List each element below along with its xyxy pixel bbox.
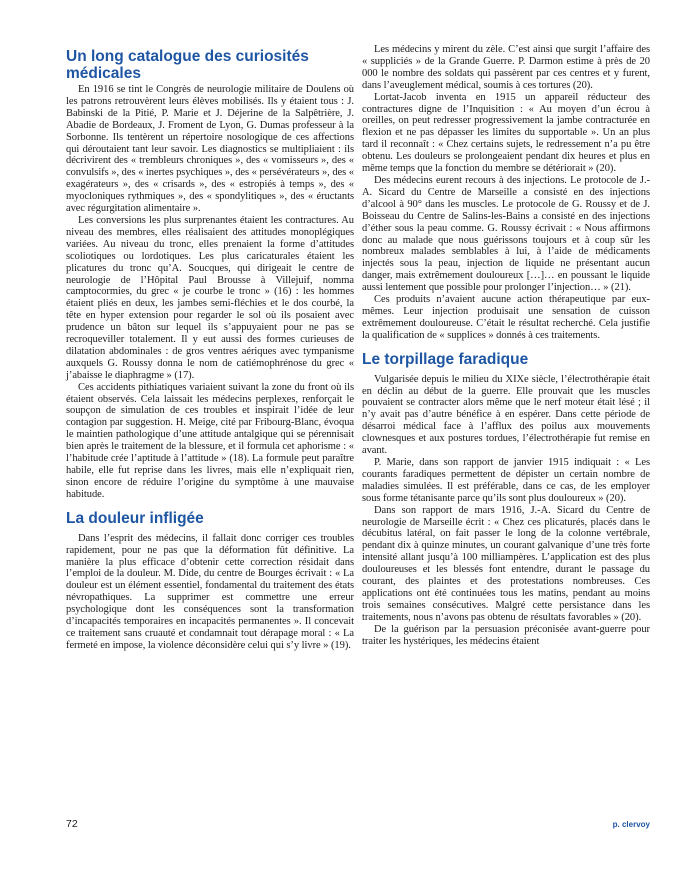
left-column bbox=[66, 44, 354, 652]
paragraph: Lortat-Jacob inventa en 1915 un appareil réducteur des contractures digne de l’Inquisition : « Au moyen d’un écrou à oreilles, on peut redresser progressivement la jambe contracturée en flexion et ne pas dépasser les limites du supportable ». Un an plus tard il reconnaît : « Chez certains sujets, le redressement n’a pu être obtenu. Les douleurs se prolongeaient pendant dix heures et plus en même temps que la fonction du membre se détériorait » (20). bbox=[362, 91, 650, 175]
right-column bbox=[362, 44, 650, 648]
paragraph: Dans son rapport de mars 1916, J.-A. Sicard du Centre de neurologie de Marseille écrit : « Chez ces plicaturés, placés dans le décubitus latéral, on fait passer le long de la colonne vertébrale, pendant dix à quinze minutes, un courant galvanique d’une très forte intensité allant jusqu’à 100 milliampères. L’application est des plus douloureuses et les blessés font entendre, durant le passage du courant, des plaintes et des protestations nombreuses. Ces applications ont été continuées tous les matins, pendant au moins trois semaines consécutives. Malgré cette persistance dans les traitements, nous n’avons pas obtenu de résultats favorables » (20). bbox=[362, 504, 650, 623]
section-heading-torpillage: Le torpillage faradique bbox=[362, 350, 529, 368]
section-heading-catalogue: Un long catalogue des curiosités médicales bbox=[66, 48, 309, 82]
paragraph: De la guérison par la persuasion préconisée avant-guerre pour traiter les hystériques, les médecins étaient bbox=[362, 623, 650, 647]
paragraph: Dans l’esprit des médecins, il fallait donc corriger ces troubles rapidement, pour ne pas que la déformation fût définitive. La manière la plus efficace d’obtenir cette correction résidait dans l’emploi de la douleur. M. Dide, du centre de Bourges écrivait : « La douleur est un élément essentiel, fondamental du traitement des états névropathiques. La supprimer est commettre une erreur psychologique dont les conséquences sont la transformation d’incapacités temporaires en incapacités permanentes ». Il concevait ce traitement sans cruauté et condamnait tout dérapage moral : « La fermeté en impose, la violence déconsidère celui qui s’y livre » (19). bbox=[66, 532, 354, 651]
paragraph: Ces produits n’avaient aucune action thérapeutique par eux-mêmes. Leur injection produisait une sensation de cuisson extrêmement douloureuse. C’était le résultat recherché. Cela justifie la qualification de « supplices » donnés à ces traitements. bbox=[362, 294, 650, 341]
section-heading-douleur: La douleur infligée bbox=[66, 509, 204, 527]
running-author: p. clervoy bbox=[612, 820, 650, 829]
paragraph: En 1916 se tint le Congrès de neurologie militaire de Doulens où les patrons retrouvèrent leurs élèves mobilisés. Ils y étaient tous : J. Babinski de la Pitié, P. Marie et J. Déjerine de la Salpêtrière, J. Abadie de Bordeaux, J. Froment de Lyon, G. Dumas professeur à la Sorbonne. Ils tentèrent un répertoire nosologique de ces affections qui déroutaient tant leur savoir. Les diagnostics se multipliaient : ils décrivirent des « trembleurs chroniques », des « vomisseurs », des « convulsifs », des « inertes psychiques », des « persévérateurs », des « exagérateurs », des « crisards », des « estropiés à temps », des « myocloniques rythmiques », des « spondylitiques », des « éructants avec régurgitation alimentaire ». bbox=[66, 84, 354, 215]
paragraph: Vulgarisée depuis le milieu du XIXe siècle, l’électrothérapie était en déclin au début de la guerre. Elle prouvait que les muscles pouvaient se contracter alors même que le nerf moteur était lésé ; il n’y avait pas d’autre bénéfice à en espérer. Dans cette période de désarroi médical face à l’afflux des poilus aux mouvements clownesques et aux postures tordues, l’électrothérapie fut remise en avant. bbox=[362, 373, 650, 457]
paragraph: Ces accidents pithiatiques variaient suivant la zone du front où ils étaient observés. Cela laissait les médecins perplexes, renforçait le soupçon de simulation de ces troubles et inspirait l’idée de leur contagion par suggestion. H. Meige, cité par Fribourg-Blanc, évoqua le maintien pathologique d’une attitude antalgique qui se pérennisait bien après le traitement de la blessure, et il formula cet aphorisme : « l’habitude crée l’aptitude à l’attitude » (18). La formule peut paraître habile, elle fut reprise dans les livres, mais elle n’expliquait rien, sinon encore de réduire l’origine du symptôme à une mauvaise habitude. bbox=[66, 381, 354, 500]
page-number: 72 bbox=[66, 818, 78, 830]
paragraph: Des médecins eurent recours à des injections. Le protocole de J.-A. Sicard du Centre de Marseille a consisté en des injections d’alcool à 90° dans les muscles. Le protocole de G. Roussy et de J. Boisseau du Centre de Salins-les-Bains a consisté en des injections d’éther sous la peau comme. G. Roussy écrivait : « Nous affirmons donc au malade que nous guérissons toujours et à coup sûr les nombreux malades semblables à lui, à l’aide de médicaments injectés sous la peau, injection de liquide ne présentant aucun danger, mais extrêmement douloureux […]… en poussant le liquide aussi lentement que possible pour prolonger l’injection… » (21). bbox=[362, 174, 650, 294]
paragraph: P. Marie, dans son rapport de janvier 1915 indiquait : « Les courants faradiques permettent de dépister un certain nombre de maladies simulées. Il est préférable, dans ce cas, de les employer sous forme tétanisante parce qu’ils sont plus douloureux » (20). bbox=[362, 457, 650, 504]
paragraph: Les médecins y mirent du zèle. C’est ainsi que surgit l’affaire des « suppliciés » de la Grande Guerre. P. Darmon estime à près de 20 000 le nombre des soldats qui passèrent par ces centres et y furent, dans l’aveuglement médical, soumis à ces tortures (20). bbox=[362, 44, 650, 91]
paragraph: Les conversions les plus surprenantes étaient les contractures. Au niveau des membres, elles réalisaient des attitudes monoplégiques variées. Au niveau du tronc, elles prenaient la forme d’attitudes scoliotiques ou lordotiques. Les plus caricaturales étaient les plicatures du tronc qu’A. Soucques, qui dirigeait le centre de neurologie de l’Hôpital Paul Brousse à Villejuif, nomma camptocormies, du grec « je courbe le tronc » (16) : les hommes étaient pliés en deux, les jambes semi-fléchies et le dos courbé, la tête en hyper extension pour regarder le sol où ils posaient avec prudence un bâton sur lequel ils s’appuyaient pour ne pas se recroqueviller totalement. Il y eut aussi des formes curieuses de dilatation abdominales : de gros ventres aériques avec tympanisme auxquels G. Roussy donna le nom de catiémophrénose du grec « j’abaisse le diaphragme » (17). bbox=[66, 214, 354, 381]
